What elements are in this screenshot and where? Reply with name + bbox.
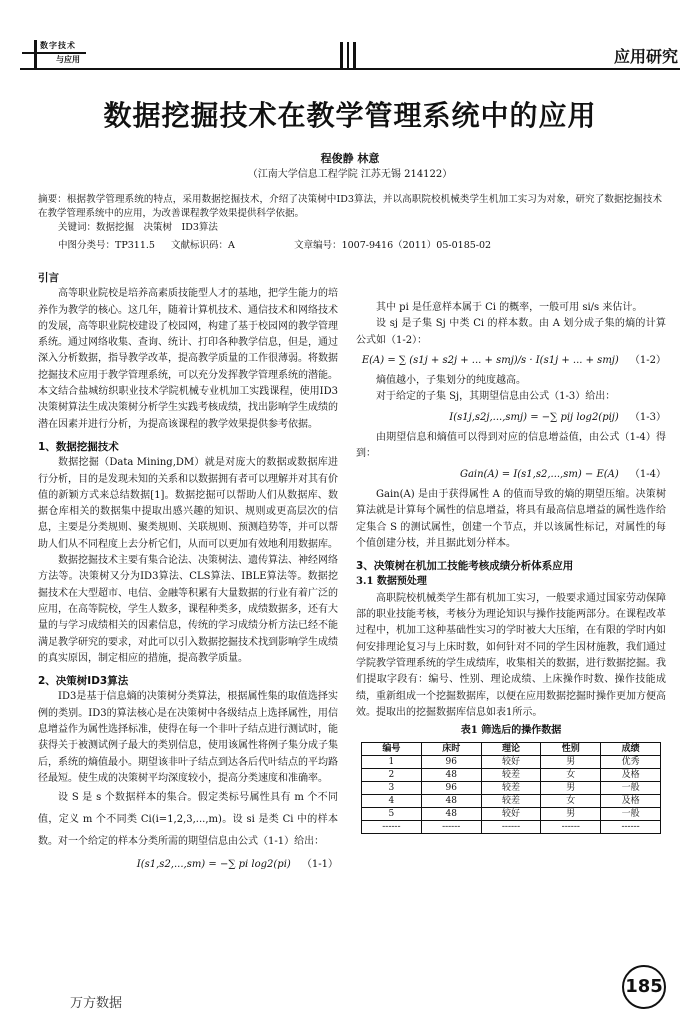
entropy-paragraph: 熵值越小，子集划分的纯度越高。	[376, 375, 526, 387]
journal-logo-line1: 数字技术	[40, 40, 76, 50]
table-cell: ------	[601, 821, 661, 834]
equation-1-1	[38, 857, 338, 873]
table-header-cell: 性别	[541, 743, 601, 756]
given-subset-paragraph: 对于给定的子集 Sj，其期望信息由公式（1-3）给出：	[376, 391, 616, 403]
article-meta	[58, 237, 491, 251]
table-cell: ------	[541, 821, 601, 834]
table1-caption: 表1 筛选后的操作数据	[460, 725, 562, 737]
equation-1-2	[356, 353, 666, 369]
table-cell: 较好	[481, 808, 541, 821]
equation-1-3	[356, 410, 666, 426]
table-row	[362, 782, 661, 795]
table-cell: 及格	[601, 769, 661, 782]
section3-1-paragraph: 高职院校机械类学生都有机加工实习，一般要求通过国家劳动保障部的职业技能考核，考核分为理论知识与操作技能两部分。在课程改革过程中，机加工这种基础性实习的学时被大大压缩，在有限的学时内如何安排理论复习与上床时数，如何针对不同的学生因材施教，我们通过学院教学管理系统的学生成绩库，收集相关的数据，进行数据挖掘。我们提取字段有：编号、性别、理论成绩、上床操作时数、操作技能成绩，重新组成一个挖掘数据库，以便在应用数据挖掘时操作更加方便高效。提取出的挖掘数据库信息如表1所示。	[356, 592, 666, 718]
table-cell: ------	[481, 821, 541, 834]
section1-heading: 1、数据挖掘技术	[38, 440, 119, 453]
table-cell: 较差	[481, 795, 541, 808]
table-cell: 男	[541, 808, 601, 821]
article-title: 数据挖掘技术在教学管理系统中的应用	[103, 99, 597, 132]
table-cell: 男	[541, 756, 601, 769]
operations-table	[361, 742, 661, 834]
table-cell: 48	[421, 795, 481, 808]
table-header-cell: 编号	[362, 743, 422, 756]
table-cell: 较差	[481, 769, 541, 782]
clc-number: 中图分类号：TP311.5	[58, 240, 155, 251]
document-code: 文献标识码：A	[171, 240, 235, 251]
equation-1-1-body: I(s1,s2,...,sm) = −∑ pi log2(pi)	[136, 859, 291, 871]
equation-1-2-body: E(A) = ∑ (s1j + s2j + ... + smj)/s · I(s1j + ... + smj)	[361, 354, 619, 366]
probability-paragraph: 其中 pi 是任意样本属于 Ci 的概率，一般可用 si/s 来估计。	[376, 302, 643, 313]
table-row	[362, 769, 661, 782]
table-cell: 及格	[601, 795, 661, 808]
article-affiliation: （江南大学信息工程学院 江苏无锡 214122）	[247, 169, 453, 180]
table-cell: 96	[421, 782, 481, 795]
table-cell: 48	[421, 769, 481, 782]
section1-paragraph-2: 数据挖掘技术主要有集合论法、决策树法、遗传算法、神经网络方法等。决策树又分为ID3算法、CLS算法、IBLE算法等。数据挖掘技术在大型超市、电信、金融等积累有大量数据的行业有着广泛的应用，在高等院校，学生人数多，课程种类多，成绩数据多，还有大量的与学习成绩相关的因素信息，传统的学习成绩分析方法已经不能满足教学研究的要求，对此可以引入数据挖掘技术找到影响学生成绩的真实原因，制定相应的措施，提高教学质量。	[38, 555, 338, 664]
table-row	[362, 821, 661, 834]
table-header-cell: 成绩	[601, 743, 661, 756]
table-row	[362, 795, 661, 808]
table-cell: ------	[362, 821, 422, 834]
table-cell: 48	[421, 808, 481, 821]
page-number: 185	[622, 965, 666, 1009]
journal-logo	[22, 40, 86, 70]
equation-1-4	[356, 467, 666, 483]
intro-paragraph: 高等职业院校是培养高素质技能型人才的基地，把学生能力的培养作为教学的核心。这几年，随着计算机技术、通信技术和网络技术的发展，高等职业院校建设了校园网，构建了基于校园网的教学管理系统。通过网络收集、查询、统计、打印各种教学信息，但是，通过深入分析数据，指导教学改革，提高教学质量的工作很薄弱。将数据挖掘技术应用于教学管理系统，可以充分发挥教学管理系统的潜能。本文结合盐城纺织职业技术学院机械专业机加工实践课程，使用ID3决策树算法生成决策树分析学生实践考核成绩，找出影响学生成绩的潜在因素并进行分析，为提高该课程的教学效果提供参考依据。	[38, 288, 338, 430]
abstract-text: 摘要：根据教学管理系统的特点，采用数据挖掘技术，介绍了决策树中ID3算法，并以高职院校机械类学生机加工实习为对象，研究了数据挖掘技术在教学管理系统中的应用，为改善课程教学效果提供科学依据。	[38, 194, 662, 219]
keywords: 关键词：数据挖掘 决策树 ID3算法	[58, 222, 218, 233]
section2-paragraph-1: ID3是基于信息熵的决策树分类算法，根据属性集的取值选择实例的类别。ID3的算法核心是在决策树中各级结点上选择属性，用信息增益作为属性选择标准，使得在每一个非叶子结点进行测试时，能获得关于被测试例子最大的类别信息，使用该属性将例子集分成子集后，系统的熵值最小。期望该非叶子结点到达各后代叶结点的平均路径最短。使生成的决策树平均深度较小，提高分类速度和准确率。	[38, 691, 338, 784]
table-row	[362, 808, 661, 821]
journal-logo-line2: 与应用	[56, 54, 80, 64]
equation-1-2-number: （1-2）	[629, 354, 666, 366]
table-cell: 优秀	[601, 756, 661, 769]
header-divider-mark	[338, 42, 360, 68]
equation-1-4-body: Gain(A) = I(s1,s2,...,sm) − E(A)	[459, 468, 619, 480]
article-number: 文章编号：1007-9416（2011）05-0185-02	[294, 240, 492, 251]
right-column	[356, 300, 666, 834]
section3-heading: 3、决策树在机加工技能考核成绩分析体系应用	[356, 560, 574, 573]
section1-paragraph-1: 数据挖掘（Data Mining,DM）就是对庞大的数据或数据库进行分析，目的是发现未知的关系和以数据拥有者可以理解并对其有价值的新颖方式来总结数据[1]。数据挖掘可以帮助人们从数据库、数据仓库相关的数据集中提取出感兴趣的知识、规则或更高层次的信息，主要是分类规则、聚类规则、关联规则、预测趋势等，并可以帮助人们从不同程度上去分析它们，从而可以更加有效地利用数据库。	[38, 457, 338, 550]
left-column	[38, 270, 338, 878]
section-label: 应用研究	[613, 47, 678, 66]
equation-1-1-number: （1-1）	[301, 859, 338, 871]
table-header-cell: 床时	[421, 743, 481, 756]
table-cell: 男	[541, 782, 601, 795]
table-cell: 96	[421, 756, 481, 769]
table-header-row	[362, 743, 661, 756]
table-cell: 较好	[481, 756, 541, 769]
equation-1-3-number: （1-3）	[629, 411, 666, 423]
section2-heading: 2、决策树ID3算法	[38, 675, 129, 688]
table-row	[362, 756, 661, 769]
subset-paragraph: 设 sj 是子集 Sj 中类 Ci 的样本数。由 A 划分成子集的熵的计算公式如（1-2）：	[356, 318, 666, 346]
intro-heading: 引言	[38, 272, 59, 284]
section2-paragraph-2: 设 S 是 s 个数据样本的集合。假定类标号属性具有 m 个不同值，定义 m 个不同类 Ci(i=1,2,3,...,m)。设 si 是类 Ci 中的样本数。对一个给定的样本分类所需的期望信息由公式（1-1）给出：	[38, 792, 338, 848]
table-cell: 2	[362, 769, 422, 782]
table-body	[362, 756, 661, 834]
equation-1-4-number: （1-4）	[629, 468, 666, 480]
table-cell: 5	[362, 808, 422, 821]
table-cell: 4	[362, 795, 422, 808]
equation-1-3-body: I(s1j,s2j,...,smj) = −∑ pij log2(pij)	[449, 411, 619, 423]
table-cell: 3	[362, 782, 422, 795]
gain-paragraph: Gain(A) 是由于获得属性 A 的值而导致的熵的期望压缩。决策树算法就是计算每个属性的信息增益，将具有最高信息增益的属性选作给定集合 S 的测试属性，创建一个节点，并以该属性标记，对属性的每个值创建分枝，并且据此划分样本。	[356, 488, 666, 549]
table-cell: 女	[541, 769, 601, 782]
section3-1-heading: 3.1 数据预处理	[356, 576, 427, 588]
table-cell: 一般	[601, 782, 661, 795]
article-authors: 程俊静 林意	[320, 152, 380, 165]
header-rule	[20, 68, 680, 70]
abstract	[38, 193, 662, 235]
gain-intro-paragraph: 由期望信息和熵值可以得到对应的信息增益值，由公式（1-4）得到：	[356, 432, 666, 460]
table-cell: 女	[541, 795, 601, 808]
table-cell: 一般	[601, 808, 661, 821]
table-cell: ------	[421, 821, 481, 834]
table-cell: 1	[362, 756, 422, 769]
table-header-cell: 理论	[481, 743, 541, 756]
table-cell: 较差	[481, 782, 541, 795]
watermark: 万方数据	[70, 996, 123, 1011]
